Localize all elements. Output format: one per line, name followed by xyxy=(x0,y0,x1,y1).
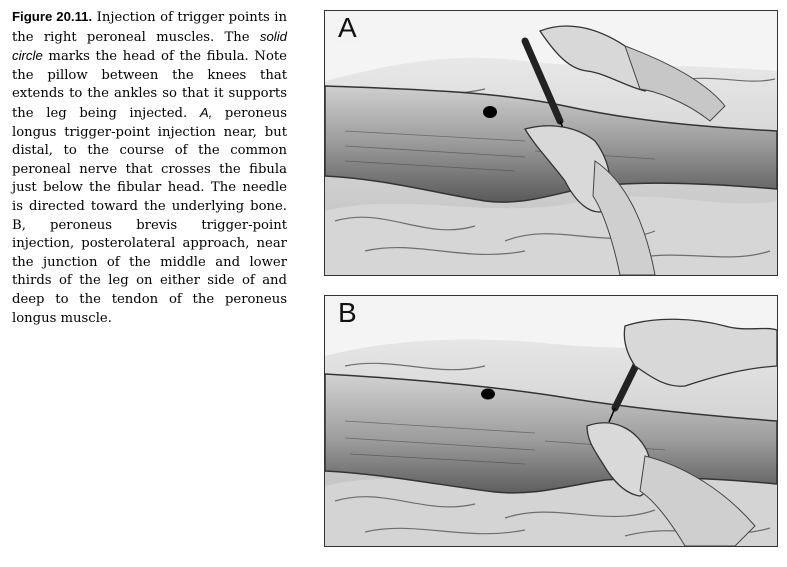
illustration-panel-b xyxy=(324,295,778,547)
fibular-head-marker xyxy=(481,389,495,400)
panel-b-drawing xyxy=(325,296,777,546)
fibular-head-marker xyxy=(483,106,497,118)
figure-label: Figure 20.11. xyxy=(12,9,93,24)
caption-text-3: peroneus longus trigger-point injection near, but distal, to the course of the common peroneal nerve that crosses the fibula just below the fibular head. The needle is directed toward the underlying bone. B, peroneus brevis trigger-point injection, posterolateral approach, near the junction of the middle and lower thirds of the leg on either side of and deep to the tendon of the peroneus longus muscle. xyxy=(12,105,287,326)
illustration-panel-a xyxy=(324,10,778,276)
caption-text-2: marks the head of the fibula. Note the pillow between the knees that extends to the ankles so that it supports the leg being injected. xyxy=(12,49,287,121)
panel-label-b: B xyxy=(335,298,360,328)
caption-italic-solid-circle: solid circle xyxy=(12,28,287,64)
panel-a-drawing xyxy=(325,11,777,275)
caption-text-1: Injection of trigger points in the right peroneal muscles. The xyxy=(12,10,287,45)
panel-label-a: A xyxy=(335,13,360,43)
figure-caption xyxy=(12,8,287,328)
caption-italic-a: A, xyxy=(199,104,213,120)
